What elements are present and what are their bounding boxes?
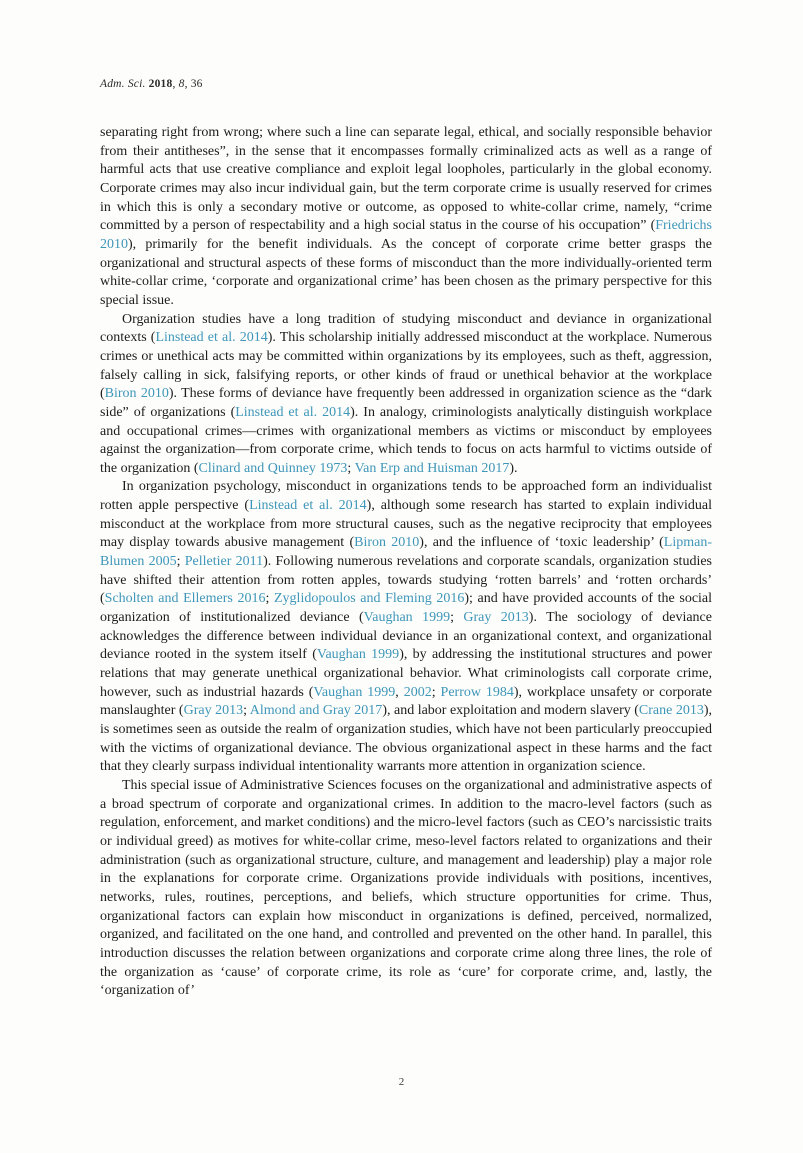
paragraph: This special issue of Administrative Sciences focuses on the organizational and administrative aspects of a broad spectrum of corporate and organizational crimes. In addition to the macro-level factors (such as regulation, enforcement, and market conditions) and the micro-level factors (such as CEO’s narcissistic traits or individual greed) as motives for white-collar crime, meso-level factors related to organizations and their administration (such as organizational structure, culture, and management and leadership) play a major role in the explanations for corporate crime. Organizations provide individuals with positions, incentives, networks, rules, routines, perceptions, and beliefs, which structure opportunities for crime. Thus, organizational factors can explain how misconduct in organizations is defined, perceived, normalized, organized, and facilitated on the one hand, and controlled and prevented on the other hand. In parallel, this introduction discusses the relation between organizations and corporate crime along three lines, the role of the organization as ‘cause’ of corporate crime, its role as ‘cure’ for corporate crime, and, lastly, the ‘organization of’ [100, 777, 712, 999]
citation-link[interactable]: Vaughan 1999 [363, 610, 451, 626]
citation-link[interactable]: Vaughan 1999 [313, 684, 396, 700]
citation-link[interactable]: Perrow 1984 [440, 684, 514, 700]
citation-link[interactable]: Linstead et al. 2014 [235, 404, 351, 420]
running-head-segment: , 36 [184, 78, 203, 90]
citation-link[interactable]: Almond and Gray 2017 [249, 703, 383, 719]
running-head-segment: Adm. Sci. [100, 78, 149, 90]
citation-link[interactable]: Vaughan 1999 [316, 647, 400, 663]
page-number: 2 [398, 1076, 405, 1088]
paragraph: In organization psychology, misconduct in organizations tends to be approached form an individualist rotten apple perspective (Linstead et al. 2014), although some research has started to explain individual misconduct at the workplace from more structural causes, such as the negative reciprocity that employees may display towards abusive management (Biron 2010), and the influence of ‘toxic leadership’ (Lipman-Blumen 2005; Pelletier 2011). Following numerous revelations and corporate scandals, organization studies have shifted their attention from rotten apples, towards studying ‘rotten barrels’ and ‘rotten orchards’ (Scholten and Ellemers 2016; Zyglidopoulos and Fleming 2016); and have provided accounts of the social organization of institutionalized deviance (Vaughan 1999; Gray 2013). The sociology of deviance acknowledges the difference between individual deviance in an organizational context, and organizational deviance rooted in the system itself (Vaughan 1999), by addressing the institutional structures and power relations that may generate unethical organizational behavior. What criminologists call corporate crime, however, such as industrial hazards (Vaughan 1999, 2002; Perrow 1984), workplace unsafety or corporate manslaughter (Gray 2013; Almond and Gray 2017), and labor exploitation and modern slavery (Crane 2013), is sometimes seen as outside the realm of organization studies, which have not been particularly preoccupied with the victims of organizational deviance. The obvious organizational aspect in these harms and the fact that they clearly surpass individual intentionality warrants more attention in organization science. [100, 479, 713, 775]
running-head-segment: 8 [178, 78, 185, 90]
article-body [100, 124, 712, 1001]
citation-link[interactable]: Van Erp and Huisman 2017 [354, 460, 510, 476]
citation-link[interactable]: Biron 2010 [354, 535, 420, 551]
citation-link[interactable]: Gray 2013 [463, 610, 529, 626]
citation-link[interactable]: Lipman-Blumen 2005 [100, 535, 713, 570]
citation-link[interactable]: Pelletier 2011 [184, 554, 264, 570]
running-head-segment: , [172, 78, 179, 90]
citation-link[interactable]: Biron 2010 [104, 386, 169, 402]
citation-link[interactable]: Crane 2013 [638, 703, 704, 719]
paragraph: Organization studies have a long tradition of studying misconduct and deviance in organizational contexts (Linstead et al. 2014). This scholarship initially addressed misconduct at the workplace. Numerous crimes or unethical acts may be committed within organizations by its employees, such as theft, aggression, falsely calling in sick, falsifying reports, or other kinds of fraud or unethical behavior at the workplace (Biron 2010). These forms of deviance have frequently been addressed in organization science as the “dark side” of organizations (Linstead et al. 2014). In analogy, criminologists analytically distinguish workplace and occupational crimes—crimes with organizational members as victims or misconduct by employees against the organization—from corporate crime, which tends to focus on acts harmful to victims outside of the organization (Clinard and Quinney 1973; Van Erp and Huisman 2017). [100, 311, 713, 476]
paragraph: separating right from wrong; where such a line can separate legal, ethical, and socially responsible behavior from their antitheses”, in the sense that it encompasses formally criminalized acts as well as a range of harmful acts that use creative compliance and exploit legal loopholes, particularly in the global economy. Corporate crimes may also incur individual gain, but the term corporate crime is usually reserved for crimes in which this is only a secondary motive or outcome, as opposed to white-collar crime, namely, “crime committed by a person of respectability and a high social status in the course of his occupation” (Friedrichs 2010), primarily for the benefit individuals. As the concept of corporate crime better grasps the organizational and structural aspects of these forms of misconduct than the more individually-oriented term white-collar crime, ‘corporate and organizational crime’ has been chosen as the primary perspective for this special issue. [100, 125, 712, 308]
citation-link[interactable]: Gray 2013 [183, 703, 244, 719]
running-head [100, 78, 203, 90]
citation-link[interactable]: Friedrichs 2010 [100, 218, 712, 252]
citation-link[interactable]: Clinard and Quinney 1973 [198, 460, 348, 476]
citation-link[interactable]: Zyglidopoulos and Fleming 2016 [274, 591, 465, 607]
citation-link[interactable]: Linstead et al. 2014 [155, 330, 268, 346]
citation-link[interactable]: 2002 [403, 684, 432, 700]
citation-link[interactable]: Linstead et al. 2014 [249, 498, 367, 514]
running-head-segment: 2018 [148, 78, 173, 90]
citation-link[interactable]: Scholten and Ellemers 2016 [104, 591, 266, 607]
